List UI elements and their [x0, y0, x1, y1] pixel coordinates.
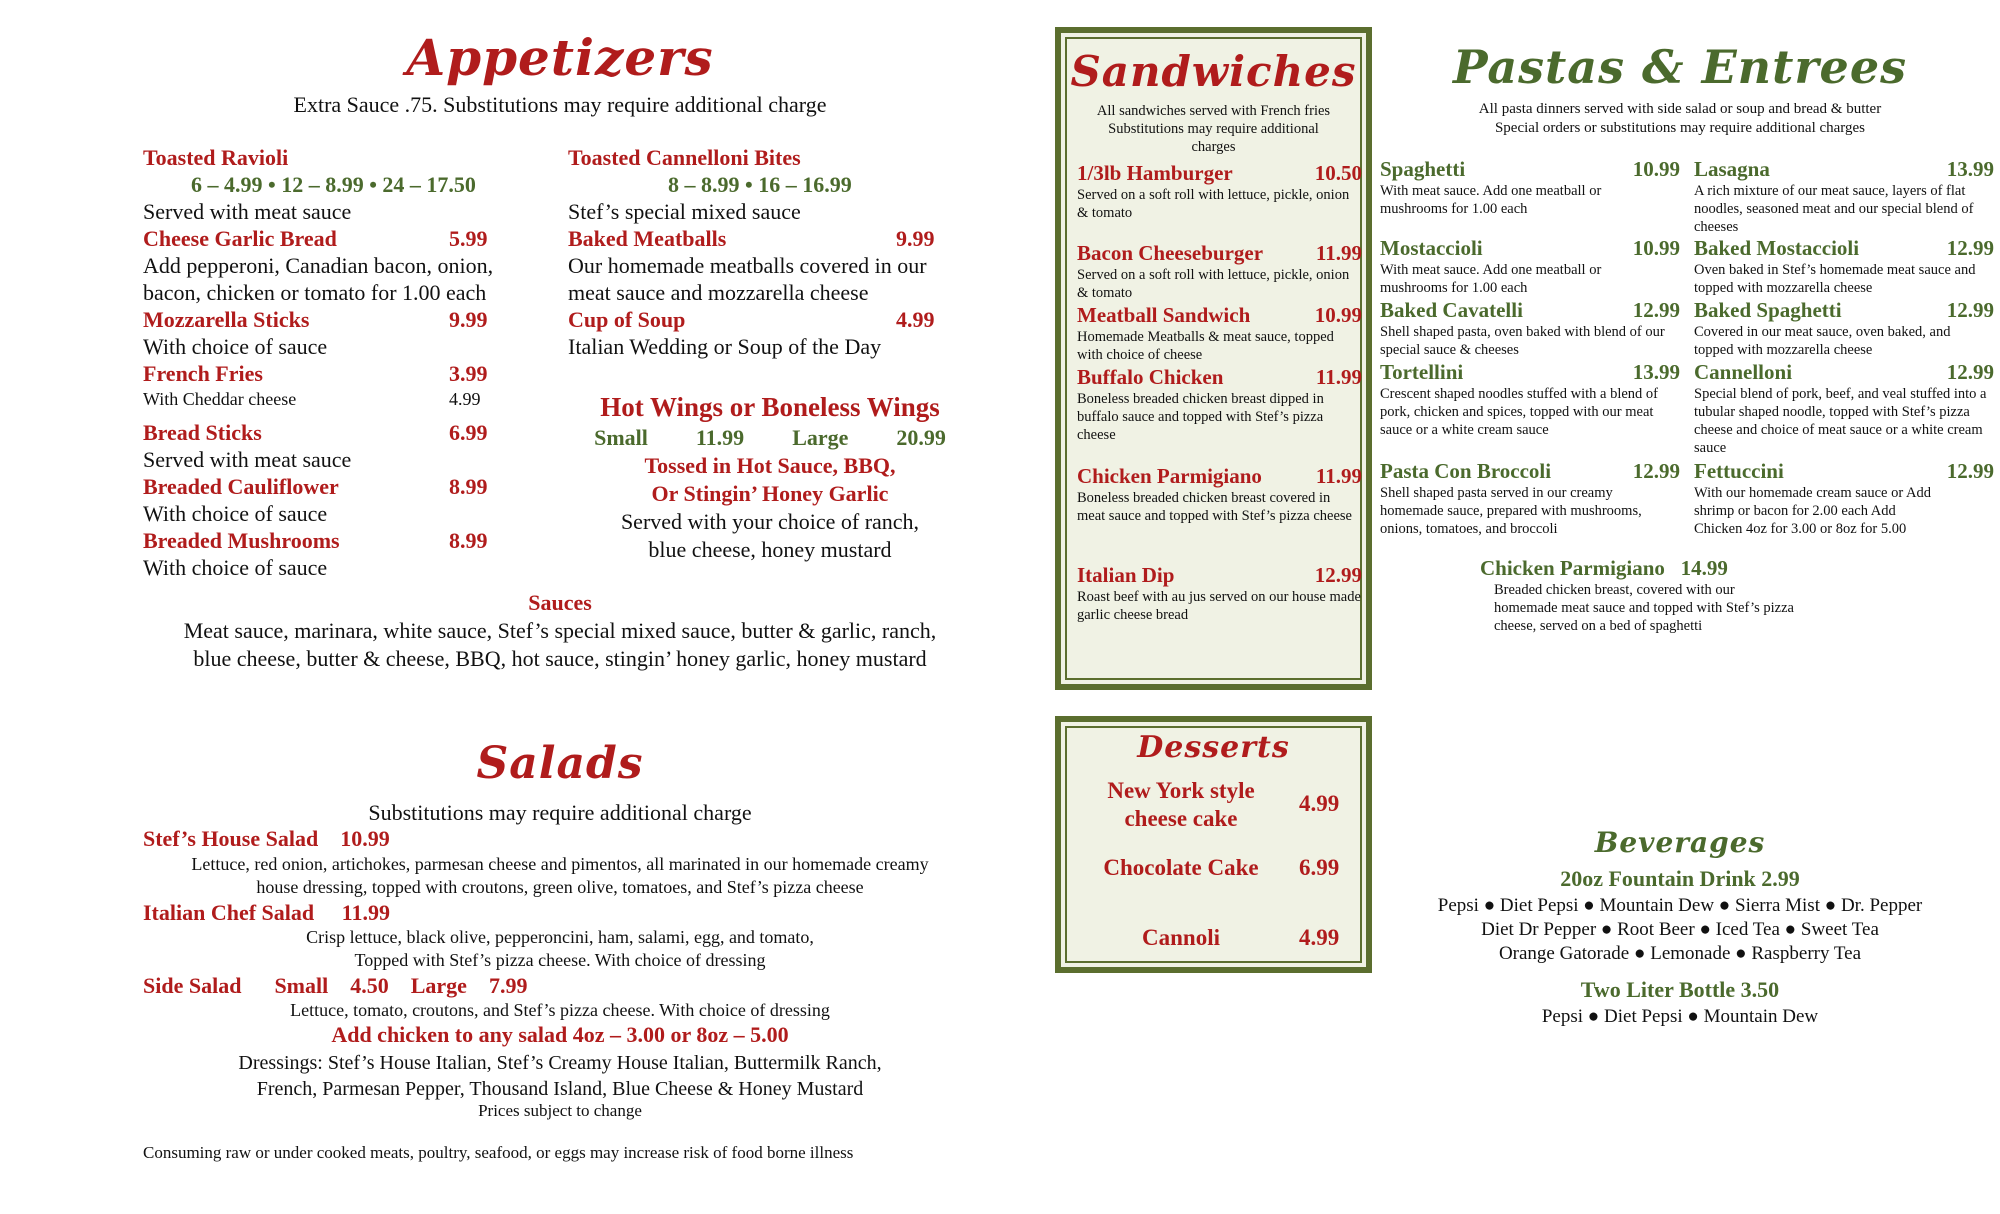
item-price: 11.99	[1315, 241, 1362, 265]
desserts-title: Desserts	[1137, 730, 1290, 765]
item-desc: Our homemade meatballs covered in our	[568, 253, 927, 278]
item-desc: With meat sauce. Add one meatball or mushrooms for 1.00 each	[1380, 183, 1602, 217]
item-price: 12.99	[1946, 298, 1994, 322]
item-name: Baked Mostaccioli	[1694, 236, 1860, 260]
prices-note: Prices subject to change	[478, 1101, 642, 1120]
item-price: 12.99	[1946, 236, 1994, 260]
item-desc: meat sauce and mozzarella cheese	[568, 280, 869, 305]
item-desc: Served on a soft roll with lettuce, pickle, onion & tomato	[1077, 267, 1350, 301]
item-desc: Shell shaped pasta, oven baked with blend of our special sauce & cheeses	[1380, 324, 1665, 358]
item-price: 12.99	[1632, 298, 1680, 322]
pasta-item	[1694, 236, 1994, 297]
appetizers-left-column	[143, 144, 563, 581]
item-desc: Covered in our meat sauce, oven baked, and topped with mozzarella cheese	[1694, 324, 1951, 358]
side-small-price: 4.50	[350, 973, 389, 998]
item-price: 10.99	[1314, 303, 1362, 327]
item-price: 10.99	[340, 826, 390, 851]
note-line: Special orders or substitutions may require additional charges	[1494, 120, 1866, 136]
item-name: Baked Meatballs	[568, 226, 727, 251]
sandwiches-note	[1061, 102, 1366, 156]
item-price: 8.99	[449, 528, 488, 553]
item-name: Baked Cavatelli	[1380, 298, 1523, 322]
item-desc: Breaded chicken breast, covered with our homemade meat sauce and topped with Stef’s pizza cheese, served on a bed of spaghetti	[1494, 582, 1794, 634]
item-name: Fettuccini	[1694, 459, 1784, 483]
wings-tossed: Or Stingin’ Honey Garlic	[651, 481, 889, 506]
item-name: Lasagna	[1694, 157, 1770, 181]
item-price: 6.99	[449, 420, 488, 445]
house-salad-heading	[143, 826, 390, 852]
item-desc: Served with meat sauce	[143, 447, 352, 472]
item-desc: With Cheddar cheese	[143, 389, 297, 409]
wings-small-price: 11.99	[695, 425, 745, 450]
salads-subtitle: Substitutions may require additional charge	[368, 800, 752, 825]
dressings-line: Dressings: Stef’s House Italian, Stef’s Creamy House Italian, Buttermilk Ranch,	[238, 1052, 882, 1074]
item-desc: With choice of sauce	[143, 501, 328, 526]
item-desc: With choice of sauce	[143, 555, 328, 580]
item-desc: Roast beef with au jus served on our house made garlic cheese bread	[1077, 589, 1361, 623]
item-desc: Boneless breaded chicken breast dipped in buffalo sauce and topped with Stef’s pizza cheese	[1077, 391, 1324, 443]
item-name: Tortellini	[1380, 360, 1464, 384]
fountain-heading: 20oz Fountain Drink 2.99	[1560, 866, 1800, 891]
item-price: 11.99	[341, 900, 390, 925]
item-price: 12.99	[1632, 459, 1680, 483]
item-desc: Add pepperoni, Canadian bacon, onion,	[143, 253, 494, 278]
pasta-item	[1694, 157, 1994, 236]
drink-list-line: Pepsi ● Diet Pepsi ● Mountain Dew ● Sierra Mist ● Dr. Pepper	[1437, 895, 1923, 916]
item-desc: Oven baked in Stef’s homemade meat sauce and topped with mozzarella cheese	[1694, 262, 1976, 296]
item-desc: Stef’s special mixed sauce	[568, 199, 801, 224]
note-line: All pasta dinners served with side salad or soup and bread & butter	[1478, 101, 1882, 117]
item-name: Cheese Garlic Bread	[143, 226, 337, 251]
item-price: 9.99	[896, 226, 935, 251]
item-name: Toasted Cannelloni Bites	[568, 145, 801, 170]
side-small-label: Small	[274, 973, 329, 998]
item-price: 4.99	[449, 389, 481, 409]
item-desc: Italian Wedding or Soup of the Day	[568, 334, 882, 359]
item-price: 12.99	[1946, 360, 1994, 384]
side-salad-desc: Lettuce, tomato, croutons, and Stef’s pizza cheese. With choice of dressing	[290, 1000, 830, 1020]
sandwiches-title: Sandwiches	[1070, 47, 1357, 96]
item-name: Mostaccioli	[1380, 236, 1483, 260]
item-desc: bacon, chicken or tomato for 1.00 each	[143, 280, 487, 305]
item-price: 10.99	[1632, 157, 1680, 181]
item-name: Spaghetti	[1380, 157, 1466, 181]
appetizers-title: Appetizers	[406, 28, 714, 87]
item-name: Breaded Cauliflower	[143, 474, 339, 499]
pastas-title: Pastas & Entrees	[1453, 40, 1907, 94]
item-price: 8.99	[449, 474, 488, 499]
item-name: Breaded Mushrooms	[143, 528, 340, 553]
appetizers-right-column	[568, 144, 988, 360]
item-desc: A rich mixture of our meat sauce, layers of flat noodles, seasoned meat and our special blend of cheeses	[1694, 183, 1974, 235]
sandwich-item	[1077, 303, 1362, 364]
wings-tossed: Tossed in Hot Sauce, BBQ,	[644, 453, 896, 478]
drink-list-line: Orange Gatorade ● Lemonade ● Raspberry Tea	[1498, 943, 1862, 964]
item-price: 11.99	[1315, 464, 1362, 488]
item-desc: With our homemade cream sauce or Add shrimp or bacon for 2.00 each Add Chicken 4oz for 3.00 or 8oz for 5.00	[1694, 485, 1931, 537]
item-price: 4.99	[1299, 925, 1340, 950]
side-large-price: 7.99	[488, 973, 528, 998]
item-price: 13.99	[1946, 157, 1994, 181]
pasta-item	[1380, 360, 1680, 439]
item-name: Bacon Cheeseburger	[1077, 241, 1264, 265]
sandwich-item	[1077, 161, 1362, 222]
item-price: 11.99	[1315, 365, 1362, 389]
sandwich-item	[1077, 365, 1362, 444]
sauces-line: blue cheese, butter & cheese, BBQ, hot sauce, stingin’ honey garlic, honey mustard	[193, 646, 927, 671]
item-desc: house dressing, topped with croutons, green olive, tomatoes, and Stef’s pizza cheese	[256, 877, 864, 897]
item-desc: With meat sauce. Add one meatball or mushrooms for 1.00 each	[1380, 262, 1602, 296]
disclaimer: Consuming raw or under cooked meats, poultry, seafood, or eggs may increase risk of food borne illness	[143, 1143, 854, 1162]
add-chicken: Add chicken to any salad 4oz – 3.00 or 8oz – 5.00	[331, 1022, 789, 1047]
sandwiches-box	[1055, 27, 1372, 690]
item-name: New York style	[1107, 778, 1255, 803]
item-name: Side Salad	[143, 973, 242, 998]
sandwich-item	[1077, 241, 1362, 302]
sauces-list	[130, 617, 990, 673]
item-desc: Shell shaped pasta served in our creamy homemade sauce, prepared with mushrooms, onions, tomatoes, and broccoli	[1380, 485, 1642, 537]
item-price: 6.99	[1299, 855, 1340, 880]
entree-chicken-parm	[1480, 556, 1800, 635]
note-line: charges	[1191, 139, 1236, 155]
item-price: 10.99	[1632, 236, 1680, 260]
item-desc: Lettuce, red onion, artichokes, parmesan cheese and pimentos, all marinated in our homemade creamy	[191, 854, 929, 874]
item-price: 12.99	[1946, 459, 1994, 483]
item-name: Cannoli	[1142, 925, 1220, 950]
item-name: Meatball Sandwich	[1077, 303, 1251, 327]
chef-salad-heading	[143, 900, 390, 926]
item-name: Chocolate Cake	[1103, 855, 1259, 880]
salads-title: Salads	[476, 738, 644, 789]
sauces-line: Meat sauce, marinara, white sauce, Stef’s special mixed sauce, butter & garlic, ranch,	[183, 618, 937, 643]
side-large-label: Large	[410, 973, 467, 998]
pasta-item	[1380, 236, 1680, 297]
dressings-line: French, Parmesan Pepper, Thousand Island, Blue Cheese & Honey Mustard	[256, 1078, 864, 1100]
wings-large-price: 20.99	[896, 425, 946, 450]
item-price: 4.99	[896, 307, 935, 332]
appetizers-subtitle: Extra Sauce .75. Substitutions may require additional charge	[293, 92, 827, 117]
item-prices: 8 – 8.99 • 16 – 16.99	[668, 172, 852, 197]
wings-served: blue cheese, honey mustard	[648, 537, 892, 562]
pasta-item	[1380, 459, 1680, 538]
sandwich-item	[1077, 563, 1362, 624]
two-liter-list: Pepsi ● Diet Pepsi ● Mountain Dew	[1541, 1006, 1819, 1027]
house-salad-desc	[140, 853, 980, 899]
item-name: Cannelloni	[1694, 360, 1793, 384]
item-price: 13.99	[1632, 360, 1680, 384]
item-desc: Crescent shaped noodles stuffed with a blend of pork, chicken and spices, topped with our meat sauce or a white cream sauce	[1380, 386, 1658, 438]
item-desc: Crisp lettuce, black olive, pepperoncini, ham, salami, egg, and tomato,	[306, 927, 814, 947]
item-price: 14.99	[1680, 556, 1728, 580]
wings-served: Served with your choice of ranch,	[620, 509, 920, 534]
sandwich-item	[1077, 464, 1362, 525]
item-desc: Topped with Stef’s pizza cheese. With choice of dressing	[354, 950, 766, 970]
two-liter-heading: Two Liter Bottle 3.50	[1580, 977, 1780, 1002]
item-price: 12.99	[1314, 563, 1362, 587]
item-name: Mozzarella Sticks	[143, 307, 310, 332]
dressings	[140, 1050, 980, 1102]
item-name: Pasta Con Broccoli	[1380, 459, 1552, 483]
item-name: Italian Dip	[1077, 563, 1175, 587]
pasta-item	[1694, 459, 1994, 538]
side-salad-heading	[143, 973, 527, 999]
item-name: Bread Sticks	[143, 420, 262, 445]
item-name: Stef’s House Salad	[143, 826, 319, 851]
item-name: 1/3lb Hamburger	[1077, 161, 1233, 185]
item-desc: Special blend of pork, beef, and veal stuffed into a tubular shaped noodle, topped with Stef’s pizza cheese and choice of meat sauce or a white cream sauce	[1694, 386, 1987, 456]
wings-small-label: Small	[594, 425, 648, 450]
beverages-title: Beverages	[1594, 826, 1766, 859]
pasta-item	[1380, 157, 1680, 218]
item-price: 9.99	[449, 307, 488, 332]
wings-title: Hot Wings or Boneless Wings	[600, 392, 940, 422]
wings-section	[560, 390, 980, 564]
item-desc: Homemade Meatballs & meat sauce, topped with choice of cheese	[1077, 329, 1334, 363]
item-desc: With choice of sauce	[143, 334, 328, 359]
desserts-box	[1055, 716, 1372, 973]
item-name: Chicken Parmigiano	[1480, 556, 1665, 580]
note-line: Substitutions may require additional	[1108, 121, 1319, 137]
item-desc: Boneless breaded chicken breast covered in meat sauce and topped with Stef’s pizza cheese	[1077, 490, 1352, 524]
item-desc: Served on a soft roll with lettuce, pickle, onion & tomato	[1077, 187, 1350, 221]
item-desc: Served with meat sauce	[143, 199, 352, 224]
sauces-title: Sauces	[528, 590, 592, 615]
item-name: French Fries	[143, 361, 263, 386]
item-name: cheese cake	[1124, 806, 1238, 831]
item-name: Baked Spaghetti	[1694, 298, 1842, 322]
drink-list-line: Diet Dr Pepper ● Root Beer ● Iced Tea ● Sweet Tea	[1481, 919, 1879, 940]
item-name: Toasted Ravioli	[143, 145, 289, 170]
item-name: Buffalo Chicken	[1077, 365, 1224, 389]
item-price: 3.99	[449, 361, 488, 386]
item-name: Italian Chef Salad	[143, 900, 315, 925]
wings-large-label: Large	[792, 425, 849, 450]
item-name: Chicken Parmigiano	[1077, 464, 1262, 488]
item-price: 5.99	[449, 226, 488, 251]
pastas-note	[1375, 100, 1985, 138]
pasta-item	[1380, 298, 1680, 359]
item-name: Cup of Soup	[568, 307, 686, 332]
fountain-list	[1400, 894, 1960, 966]
chef-salad-desc	[140, 926, 980, 972]
item-price: 4.99	[1299, 791, 1340, 816]
pasta-item	[1694, 360, 1994, 457]
pasta-item	[1694, 298, 1994, 359]
item-prices: 6 – 4.99 • 12 – 8.99 • 24 – 17.50	[191, 172, 476, 197]
note-line: All sandwiches served with French fries	[1096, 103, 1331, 119]
item-price: 10.50	[1314, 161, 1362, 185]
